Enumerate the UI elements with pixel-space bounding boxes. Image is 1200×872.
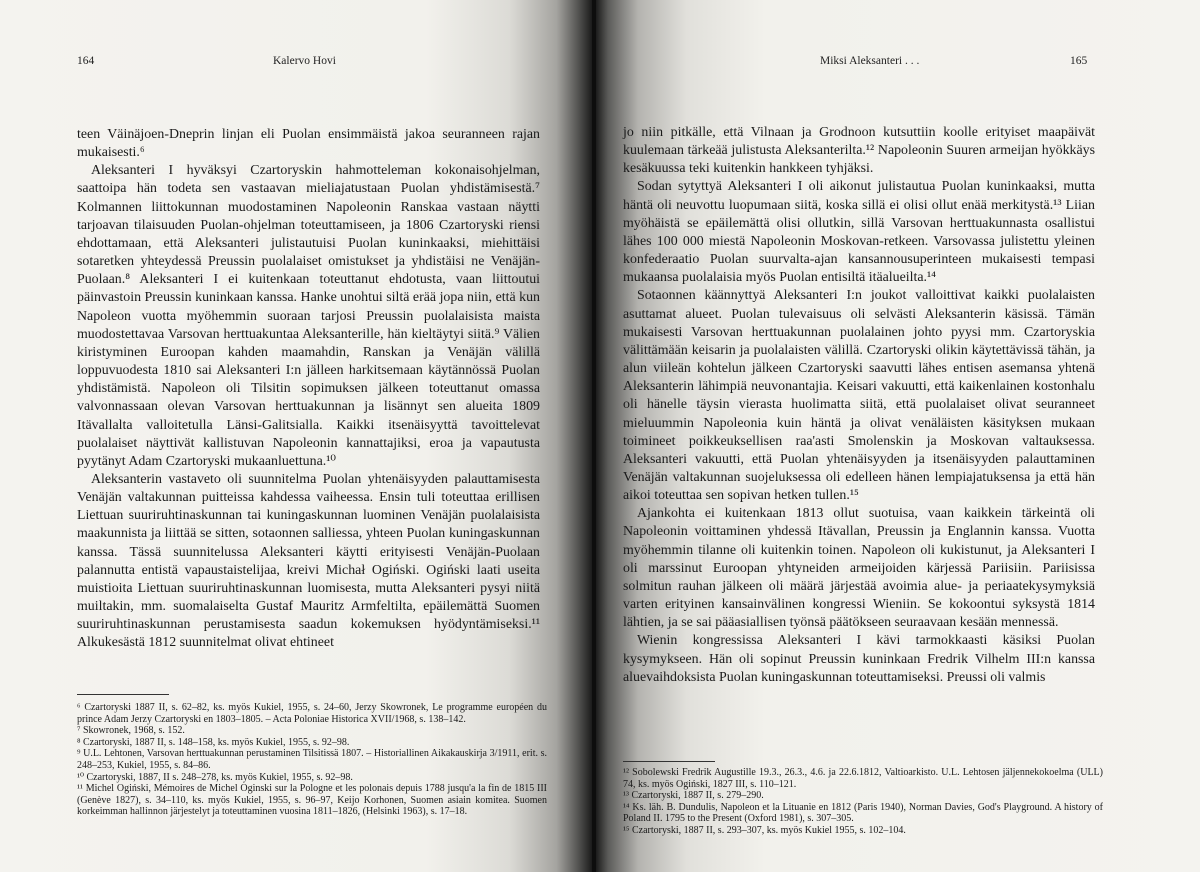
footnote: ¹² Sobolewski Fredrik Augustille 19.3., 26.3., 4.6. ja 22.6.1812, Valtioarkisto. U.L. Lehtosen jäljennekokoelma (ULL) 74, ks. myös Ogiński, 1827 III, s. 110–121. <box>623 767 1103 790</box>
footnotes <box>77 702 547 818</box>
footnote: ⁷ Skowronek, 1968, s. 152. <box>77 725 185 737</box>
footnotes <box>623 767 1103 837</box>
page-number: 164 <box>77 55 95 67</box>
running-head: Kalervo Hovi <box>273 55 336 67</box>
paragraph: Aleksanteri I hyväksyi Czartoryskin hahmotteleman kokonaisohjelman, saattoipa hän todeta sen vastaavan mieliajatustaan Puolan yhdistämisestä.⁷ Kolmannen liittokunnan muodostaminen Napoleonin Ranskaa vastaan näytti tarjoavan tilaisuuden Puolan-ohjelman toteuttamiseen, ja 1806 Czartoryski riensi ehdottamaan, että Aleksanteri julistautuisi Puolan kuninkaaksi, miehittäisi sotaretken yhteydessä Preussin puolalaiset omistukset ja yhdistäisi ne Venäjän-Puolaan.⁸ Aleksanteri I ei kuitenkaan toteuttanut ehdotusta, vaan liittoutui päinvastoin Preussin kuninkaan kanssa. Hanke unohtui siltä erää jopa niin, että kun Napoleon vuotta myöhemmin suoraan tarjosi Preussin puolalaisista maista muodostettavaa Varsovan herttuakuntaa Aleksanterille, hän kieltäytyi siitä.⁹ Välien kiristyminen Euroopan kahden maamahdin, Ranskan ja Venäjän välillä loppuvuodesta 1810 sai Aleksanteri I:n jälleen harkitsemaan käytännössä Puolan yhdistämistä. Napoleon oli Tilsitin sopimuksen jälkeen toteuttanut omassa valvonnassaan olevan Varsovan herttuakunnan ja lisännyt sen alueita 1809 Itävallalta valloitetulla Länsi-Galitsialla. Kaikki itsenäisyyttä tavoittelevat puolalaiset näyttivät kallistuvan Napoleonin kannattajiksi, eroa ja vapautusta pyytänyt Adam Czartoryski mukaanluettuna.¹⁰ <box>77 163 540 469</box>
footnote: ⁹ U.L. Lehtonen, Varsovan herttuakunnan perustaminen Tilsitissä 1807. – Historiallinen Aikakauskirja 3/1911, erit. s. 248–253, Kukiel, 1955, s. 84–86. <box>77 748 547 771</box>
paragraph: Ajankohta ei kuitenkaan 1813 ollut suotuisa, vaan kaikkein tärkeintä oli Napoleonin voittaminen yhdessä Itävallan, Preussin ja Englannin kanssa. Vuotta myöhemmin tilanne oli kuitenkin toinen. Napoleon oli kukistunut, ja Aleksanteri I oli marssinut Euroopan yhtyneiden armeijoiden kärjessä Pariisiin. Pariisissa solmitun rauhan jälkeen oli määrä järjestää avoimia alue- ja periaatekysymyksiä varten erityinen kansainvälinen kongressi Wieniin. Se kokoontui syksystä 1814 lähtien, ja se sai pääasiallisen työnsä päätökseen seuraavaan kesään mennessä. <box>623 506 1095 631</box>
paragraph: teen Väinäjoen-Dneprin linjan eli Puolan ensimmäistä jakoa seuranneen rajan mukaisesti.⁶ <box>77 127 540 161</box>
footnote-rule <box>77 694 169 695</box>
body-text <box>623 124 1095 687</box>
footnote: ¹⁴ Ks. läh. B. Dundulis, Napoleon et la Lituanie en 1812 (Paris 1940), Norman Davies, God's Playground. A history of Poland II. 1795 to the Present (Oxford 1981), s. 307–305. <box>623 801 1103 825</box>
body-text <box>77 126 540 653</box>
paragraph: jo niin pitkälle, että Vilnaan ja Grodnoon kutsuttiin koolle erityiset maapäivät kuulemaan tärkeää julistusta Aleksanterilta.¹² Napoleonin Suuren armeijan hyökkäys kesäkuussa teki kuitenkin hankkeen tyhjäksi. <box>623 125 1095 177</box>
paragraph: Sotaonnen käännyttyä Aleksanteri I:n joukot valloittivat kaikki puolalaisten asuttamat alueet. Puolan tulevaisuus oli selvästi Aleksanterin käsissä. Tämän mukaisesti Varsovan herttuakunnan puolalainen johto pyysi mm. Czartoryskia välittämään keisarin ja puolalaisten välillä. Czartoryski olikin käytettävissä tähän, ja alun viileän kohtelun jälkeen Czartoryski saavutti lähes entisen asemansa yhtenä Aleksanterin lähimpiä neuvonantajia. Keisari vakuutti, että kaikenlainen kostonhalu oli hänelle täysin vierasta huolimatta siitä, että puolalaiset olivat seuranneet mieluummin Napoleonia kuin häntä ja olivat venäläisten käsityksen mukaan toimineet poikkeuksellisen raa'asti Smolenskin ja Moskovan valtauksessa. Aleksanteri vakuutti, että Puolan yhtenäisyyden ja itsenäisyyden palauttaminen Venäjän valtakunnan suojeluksessa oli edelleen hänen lempiajatuksensa ja että hän aikoi toteuttaa sen sopivan hetken tullen.¹⁵ <box>623 288 1095 504</box>
running-head: Miksi Aleksanteri . . . <box>820 55 920 67</box>
footnote: ⁸ Czartoryski, 1887 II, s. 148–158, ks. myös Kukiel, 1955, s. 92–98. <box>77 736 350 748</box>
paragraph: Sodan sytyttyä Aleksanteri I oli aikonut julistautua Puolan kuninkaaksi, mutta häntä oli neuvottu luopumaan siitä, koska sillä ei olisi ollut enää merkitystä.¹³ Liian myöhäistä se epäilemättä olisi ollutkin, sillä Varsovan herttuakunnasta osallistui lähes 100 000 miestä Napoleonin Moskovan-retkeen. Varsovassa julistettu yleinen konfederaatio Puolan suurvalta-ajan kansannousuperinteen mukaisesti tempasi mukaansa puolalaisia myös Puolan entisiltä itäalueilta.¹⁴ <box>623 179 1095 286</box>
paragraph: Aleksanterin vastaveto oli suunnitelma Puolan yhtenäisyyden palauttamisesta Venäjän valtakunnan puitteissa kahdessa vaiheessa. Ensin tuli toteuttaa erillisen Liettuan suuriruhtinaskunnan tai kuningaskunnan luominen Venäjän puolalaisista maakunnista ja liittää se sitten, sotaonnen salliessa, yhteen Puolan kuningaskunnan kanssa. Tässä suunnitelussa Aleksanteri käytti erityisesti Venäjän-Puolaan palannutta entistä vapaustaistelijaa, kreivi Michał Ogiński. Ogiński laati useita muistioita Liettuan suuriruhtinaskunnan luomisesta, mutta Aleksanteri pysyi niitä muiltakin, mm. suomalaiselta Gustaf Mauritz Armfeltilta, epäilemättä Suomen suuriruhtinaskunnan perustamisesta saadun kokemuksen hyödyntämiseksi.¹¹ Alkukesästä 1812 suunnitelmat olivat ehtineet <box>77 471 540 651</box>
right-page <box>596 0 1200 872</box>
page-number: 165 <box>1070 55 1088 67</box>
footnote: ⁶ Czartoryski 1887 II, s. 62–82, ks. myös Kukiel, 1955, s. 24–60, Jerzy Skowronek, Le programme européen du prince Adam Jerzy Czartoryski en 1803–1805. – Acta Poloniae Historica XVII/1968, s. 138–142. <box>77 702 547 725</box>
left-page <box>0 0 592 872</box>
footnote-rule <box>623 761 715 762</box>
footnote: ¹⁵ Czartoryski, 1887 II, s. 293–307, ks. myös Kukiel 1955, s. 102–104. <box>623 824 906 836</box>
footnote: ¹¹ Michel Ogiński, Mémoires de Michel Oginski sur la Pologne et les polonais depuis 1788 jusqu'a la fin de 1815 III (Genève 1827), s. 34–110, ks. myös Kukiel, 1955, s. 96–97, Keijo Korhonen, Suomen asiain komitea. Suomen korkeimman hallinnon järjestelyt ja toteuttaminen vuosina 1811–1826, (Helsinki 1963), s. 17–18. <box>77 783 547 818</box>
footnote: ¹³ Czartoryski, 1887 II, s. 279–290. <box>623 790 764 802</box>
footnote: ¹⁰ Czartoryski, 1887, II s. 248–278, ks. myös Kukiel, 1955, s. 92–98. <box>77 771 353 783</box>
paragraph: Wienin kongressissa Aleksanteri I kävi tarmokkaasti käsiksi Puolan kysymykseen. Hän oli sopinut Preussin kuninkaan Fredrik Vilhelm III:n kanssa aluevaihdoksista Puolan kuningaskunnan toteuttamiseksi. Preussi oli valmis <box>623 633 1095 685</box>
